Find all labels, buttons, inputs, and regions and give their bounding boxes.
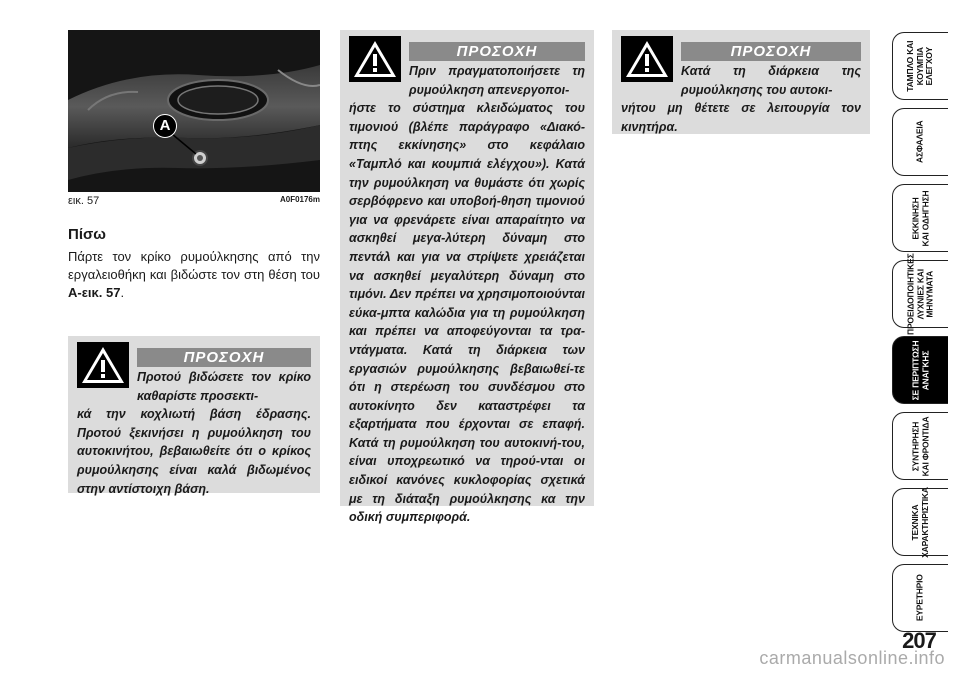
tab-dashboard-controls[interactable] xyxy=(892,32,948,100)
warning-triangle-icon xyxy=(77,342,129,388)
figure-57 xyxy=(68,30,320,192)
warning-text xyxy=(349,62,585,527)
tab-label-line: ΚΑΙ ΦΡΟΝΤΙΔΑ xyxy=(919,416,930,476)
callout-marker xyxy=(153,114,177,138)
figure-caption xyxy=(68,195,320,209)
warning-header xyxy=(77,342,311,390)
tab-maintenance[interactable] xyxy=(892,412,948,480)
tab-label xyxy=(906,253,935,334)
warning-text-rest: ήστε το σύστημα κλειδώματος του τιμονιού (βλέπε παράγραφο «Διακό-πτης εκκίνησης» στο κεφάλαιο «Ταμπλό και κουμπιά ελέγχου»). Κατά την ρυμούλκηση να θυμάστε ότι χωρίς σερβόφρενο και υποβοή-θηση τιμονιού για να φρενάρετε είναι απαραίτητο να ασκηθεί μεγα-λύτερη δύναμη στο πεντάλ και για να στρίψετε χρειάζεται να ασκηθεί μεγαλύτερη δύναμη στο τιμόνι. Δεν πρέπει να χρησιμοποιούνται εύκα-μπτα καλώδια για τη ρυμούλκηση και πρέπει να αποφεύγονται τα τρα-ντάγματα. Κατά τη διάρκεια των εργασιών ρυμούλκησης βεβαιωθεί-τε ότι η στερέωση του συνδέσμου στο αυτοκίνητο δεν καταστρέφει τα εξαρτήματα που έρχονται σε επαφή. Κατά τη ρυμούλκηση του αυτοκινή-του, είναι υποχρεωτικό να τηρού-νται οι ειδικοί κανόνες κυκλοφορίας σχετικά με τη διάταξη ρυμούλκησης κα την οδική συμπεριφορά. xyxy=(349,101,585,525)
tab-technical-specs[interactable] xyxy=(892,488,948,556)
tab-label xyxy=(911,487,930,558)
tab-label-line: ΣΕ ΠΕΡΙΠΤΩΣΗ xyxy=(910,340,920,400)
body-text-end: . xyxy=(120,285,125,300)
tab-label-line: ΚΟΥΜΠΙΑ xyxy=(914,46,925,86)
tab-label-line: ΕΥΡΕΤΗΡΙΟ xyxy=(914,574,925,622)
body-text-start: Πάρτε τον κρίκο ρυμούλκησης από την εργαλειοθήκη και βιδώστε τον στη θέση του xyxy=(68,249,320,282)
warning-text-rest: κά την κοχλιωτή βάση έδρασης. Προτού ξεκινήσει η ρυμούλκηση του αυτοκινήτου, βεβαιωθείτε ότι ο κρίκος ρυμούλκησης είναι καλά βιδωμένος στην αντίστοιχη βάση. xyxy=(77,407,311,496)
tab-label xyxy=(916,575,926,622)
tab-label-line: ΚΑΙ ΟΔΗΓΗΣΗ xyxy=(919,190,930,246)
tab-warning-lights[interactable] xyxy=(892,253,948,335)
warning-box-hook xyxy=(68,336,320,496)
figure-number: εικ. 57 xyxy=(68,195,100,207)
tab-label xyxy=(911,416,930,476)
tab-label-line: ΤΕΧΝΙΚΑ xyxy=(910,504,920,540)
warning-title: ΠΡΟΣΟΧΗ xyxy=(137,348,311,367)
warning-header xyxy=(349,36,585,84)
tab-starting-driving[interactable] xyxy=(892,184,948,252)
tab-label-line: ΠΡΟΕΙΔΟΠΟΙΗΤΙΚΕΣ xyxy=(905,253,916,335)
tab-emergency[interactable] xyxy=(892,336,948,404)
tow-hook-illustration xyxy=(68,30,320,192)
chapter-sidebar xyxy=(886,0,952,677)
tab-label xyxy=(911,340,930,400)
tab-label xyxy=(911,190,930,246)
warning-triangle-icon xyxy=(621,36,673,82)
section-body xyxy=(68,248,320,302)
warning-box-towing xyxy=(340,30,594,525)
warning-triangle-icon xyxy=(349,36,401,82)
tab-label-line: ΑΣΦΑΛΕΙΑ xyxy=(914,120,925,164)
tab-label xyxy=(906,41,935,92)
warning-text-first-line: Πριν πραγματοποιήσετε τη ρυμούλκηση απενεργοποι- xyxy=(409,64,585,97)
warning-header xyxy=(621,36,861,84)
warning-title: ΠΡΟΣΟΧΗ xyxy=(409,42,585,61)
warning-text-rest: νήτου μη θέτετε σε λειτουργία τον κινητήρα. xyxy=(621,101,861,134)
watermark: carmanualsonline.info xyxy=(759,648,945,668)
figure-reference: A-εικ. 57 xyxy=(68,285,121,300)
tab-safety[interactable] xyxy=(892,108,948,176)
tab-label-line: ΜΗΝΥΜΑΤΑ xyxy=(924,270,935,318)
warning-text-first-line: Κατά τη διάρκεια της ρυμούλκησης του αυτοκι- xyxy=(681,64,861,97)
tab-index[interactable] xyxy=(892,564,948,632)
tab-label xyxy=(916,121,926,163)
tab-label-line: ΛΥΧΝΙΕΣ ΚΑΙ xyxy=(914,268,925,320)
tab-label-line: ΕΚΚΙΝΗΣΗ xyxy=(910,196,921,240)
tab-label-line: ΤΑΜΠΛΟ ΚΑΙ xyxy=(905,40,916,92)
page-number: 207 xyxy=(902,628,936,653)
warning-text-first-line: Προτού βιδώσετε τον κρίκο καθαρίστε προσεκτι- xyxy=(137,370,311,403)
warning-title: ΠΡΟΣΟΧΗ xyxy=(681,42,861,61)
tab-label-line: ΣΥΝΤΗΡΗΣΗ xyxy=(910,421,920,471)
section-title: Πίσω xyxy=(68,226,106,243)
figure-code: A0F0176m xyxy=(279,195,320,204)
tab-label-line: ΑΝΑΓΚΗΣ xyxy=(919,350,930,390)
tab-label-line: ΕΛΕΓΧΟΥ xyxy=(924,46,935,86)
callout-label: A xyxy=(159,117,171,134)
tab-label-line: ΧΑΡΑΚΤΗΡΙΣΤΙΚΑ xyxy=(919,486,930,558)
warning-box-engine xyxy=(612,30,870,134)
